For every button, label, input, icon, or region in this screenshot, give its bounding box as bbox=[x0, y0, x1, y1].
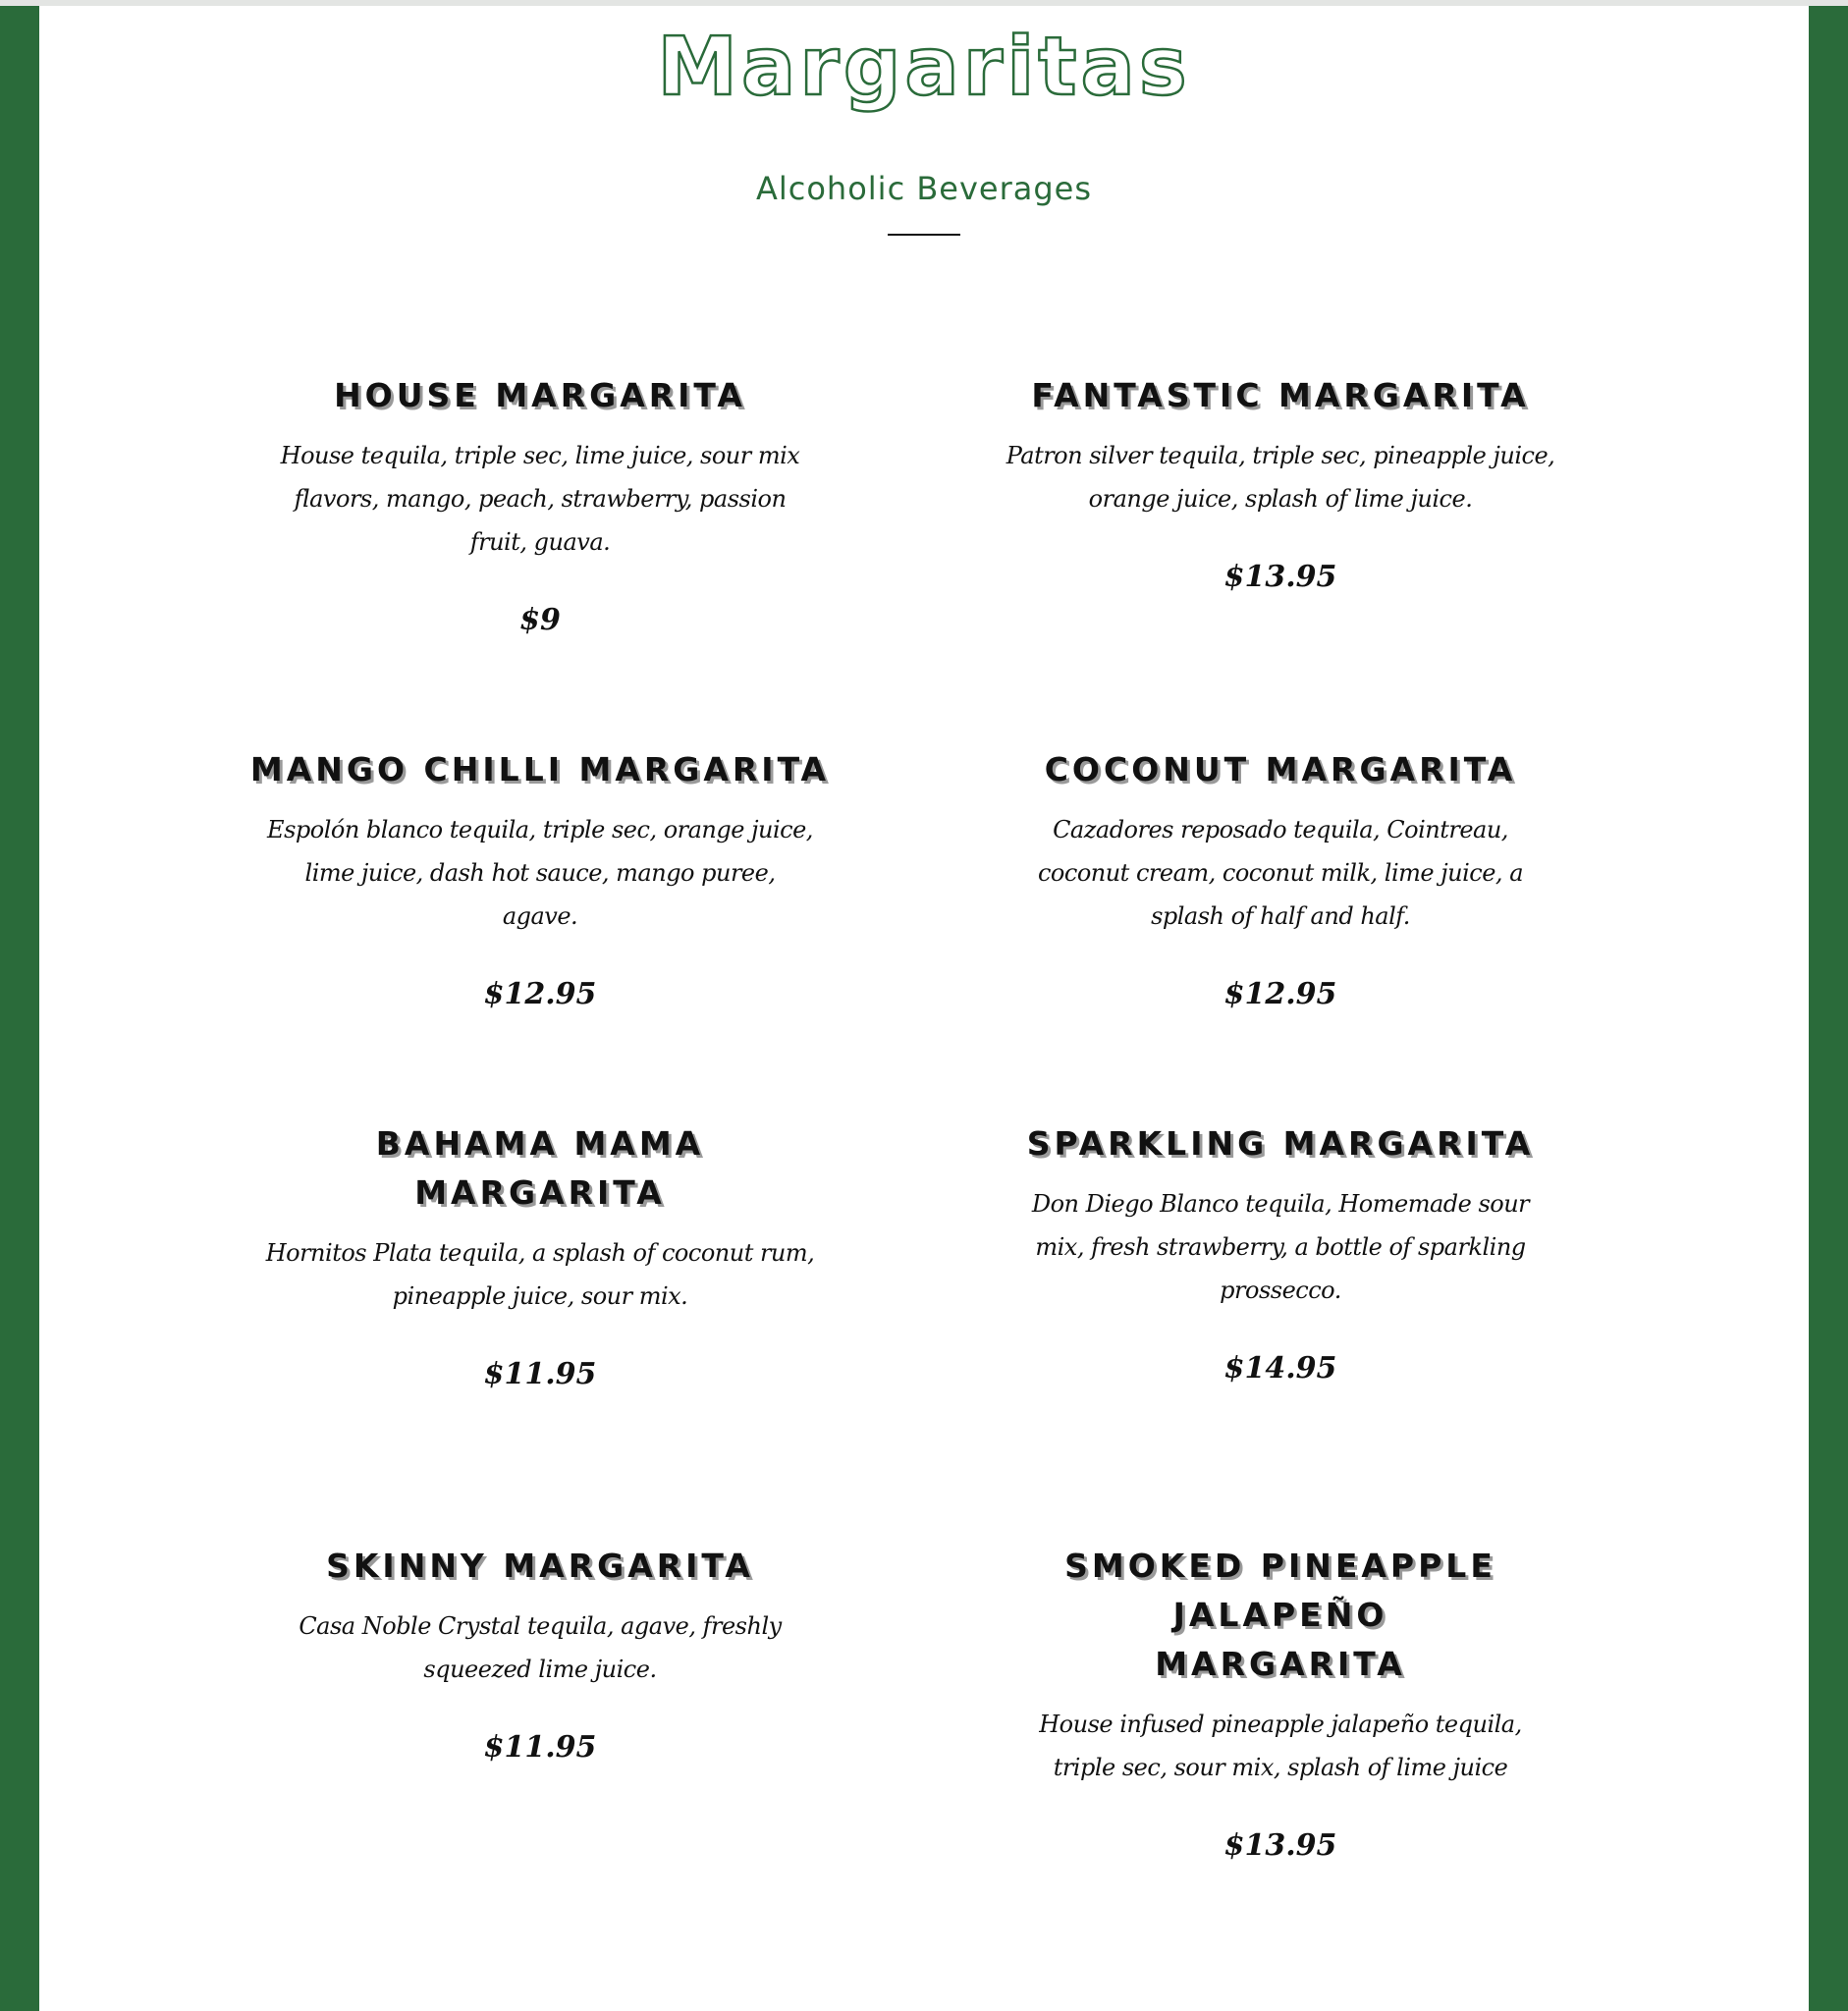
item-price: $13.95 bbox=[1223, 1828, 1337, 1863]
menu-item-bahama-mama-margarita bbox=[245, 1119, 835, 1394]
item-price: $14.95 bbox=[1223, 1351, 1337, 1386]
item-description: House tequila, triple sec, lime juice, sour mix flavors, mango, peach, strawberry, passion fruit, guava. bbox=[280, 442, 800, 556]
item-description: Cazadores reposado tequila, Cointreau, coconut cream, coconut milk, lime juice, a splash of half and half. bbox=[1037, 816, 1523, 930]
item-description: Espolón blanco tequila, triple sec, orange juice, lime juice, dash hot sauce, mango puree, agave. bbox=[267, 816, 813, 930]
item-price: $9 bbox=[519, 603, 561, 637]
item-description: Don Diego Blanco tequila, Homemade sour mix, fresh strawberry, a bottle of sparkling prossecco. bbox=[1031, 1190, 1530, 1304]
item-description: House infused pineapple jalapeño tequila, triple sec, sour mix, splash of lime juice bbox=[1039, 1711, 1522, 1781]
item-price: $11.95 bbox=[483, 1357, 597, 1391]
item-name: HOUSE MARGARITA bbox=[334, 376, 746, 414]
right-green-border bbox=[1809, 6, 1848, 2011]
menu-page bbox=[39, 6, 1809, 2011]
item-name: SKINNY MARGARITA bbox=[326, 1547, 754, 1585]
item-name: BAHAMA MAMA MARGARITA bbox=[375, 1124, 705, 1212]
item-price: $12.95 bbox=[1223, 977, 1337, 1011]
menu-item-mango-chilli-margarita bbox=[245, 745, 835, 1014]
item-name: COCONUT MARGARITA bbox=[1044, 750, 1517, 788]
item-price: $11.95 bbox=[483, 1730, 597, 1765]
left-green-border bbox=[0, 6, 39, 2011]
menu-item-skinny-margarita bbox=[245, 1542, 835, 1767]
menu-item-smoked-pineapple-jalapeno-margarita bbox=[986, 1542, 1575, 1866]
menu-item-sparkling-margarita bbox=[986, 1119, 1575, 1388]
item-name: SPARKLING MARGARITA bbox=[1026, 1124, 1535, 1163]
item-description: Patron silver tequila, triple sec, pineapple juice, orange juice, splash of lime juice. bbox=[1006, 442, 1555, 513]
page-title: Margaritas bbox=[657, 21, 1191, 114]
title-divider bbox=[888, 234, 960, 236]
page-subtitle: Alcoholic Beverages bbox=[755, 170, 1093, 207]
item-name: MANGO CHILLI MARGARITA bbox=[249, 750, 831, 788]
menu-item-coconut-margarita bbox=[986, 745, 1575, 1014]
menu-item-house-margarita bbox=[245, 371, 835, 640]
item-name: SMOKED PINEAPPLE JALAPEÑO MARGARITA bbox=[1064, 1547, 1496, 1683]
item-price: $12.95 bbox=[483, 977, 597, 1011]
menu-item-fantastic-margarita bbox=[986, 371, 1575, 597]
item-name: FANTASTIC MARGARITA bbox=[1031, 376, 1530, 414]
item-description: Casa Noble Crystal tequila, agave, freshly squeezed lime juice. bbox=[299, 1612, 782, 1683]
item-price: $13.95 bbox=[1223, 560, 1337, 594]
item-description: Hornitos Plata tequila, a splash of coconut rum, pineapple juice, sour mix. bbox=[265, 1239, 815, 1310]
